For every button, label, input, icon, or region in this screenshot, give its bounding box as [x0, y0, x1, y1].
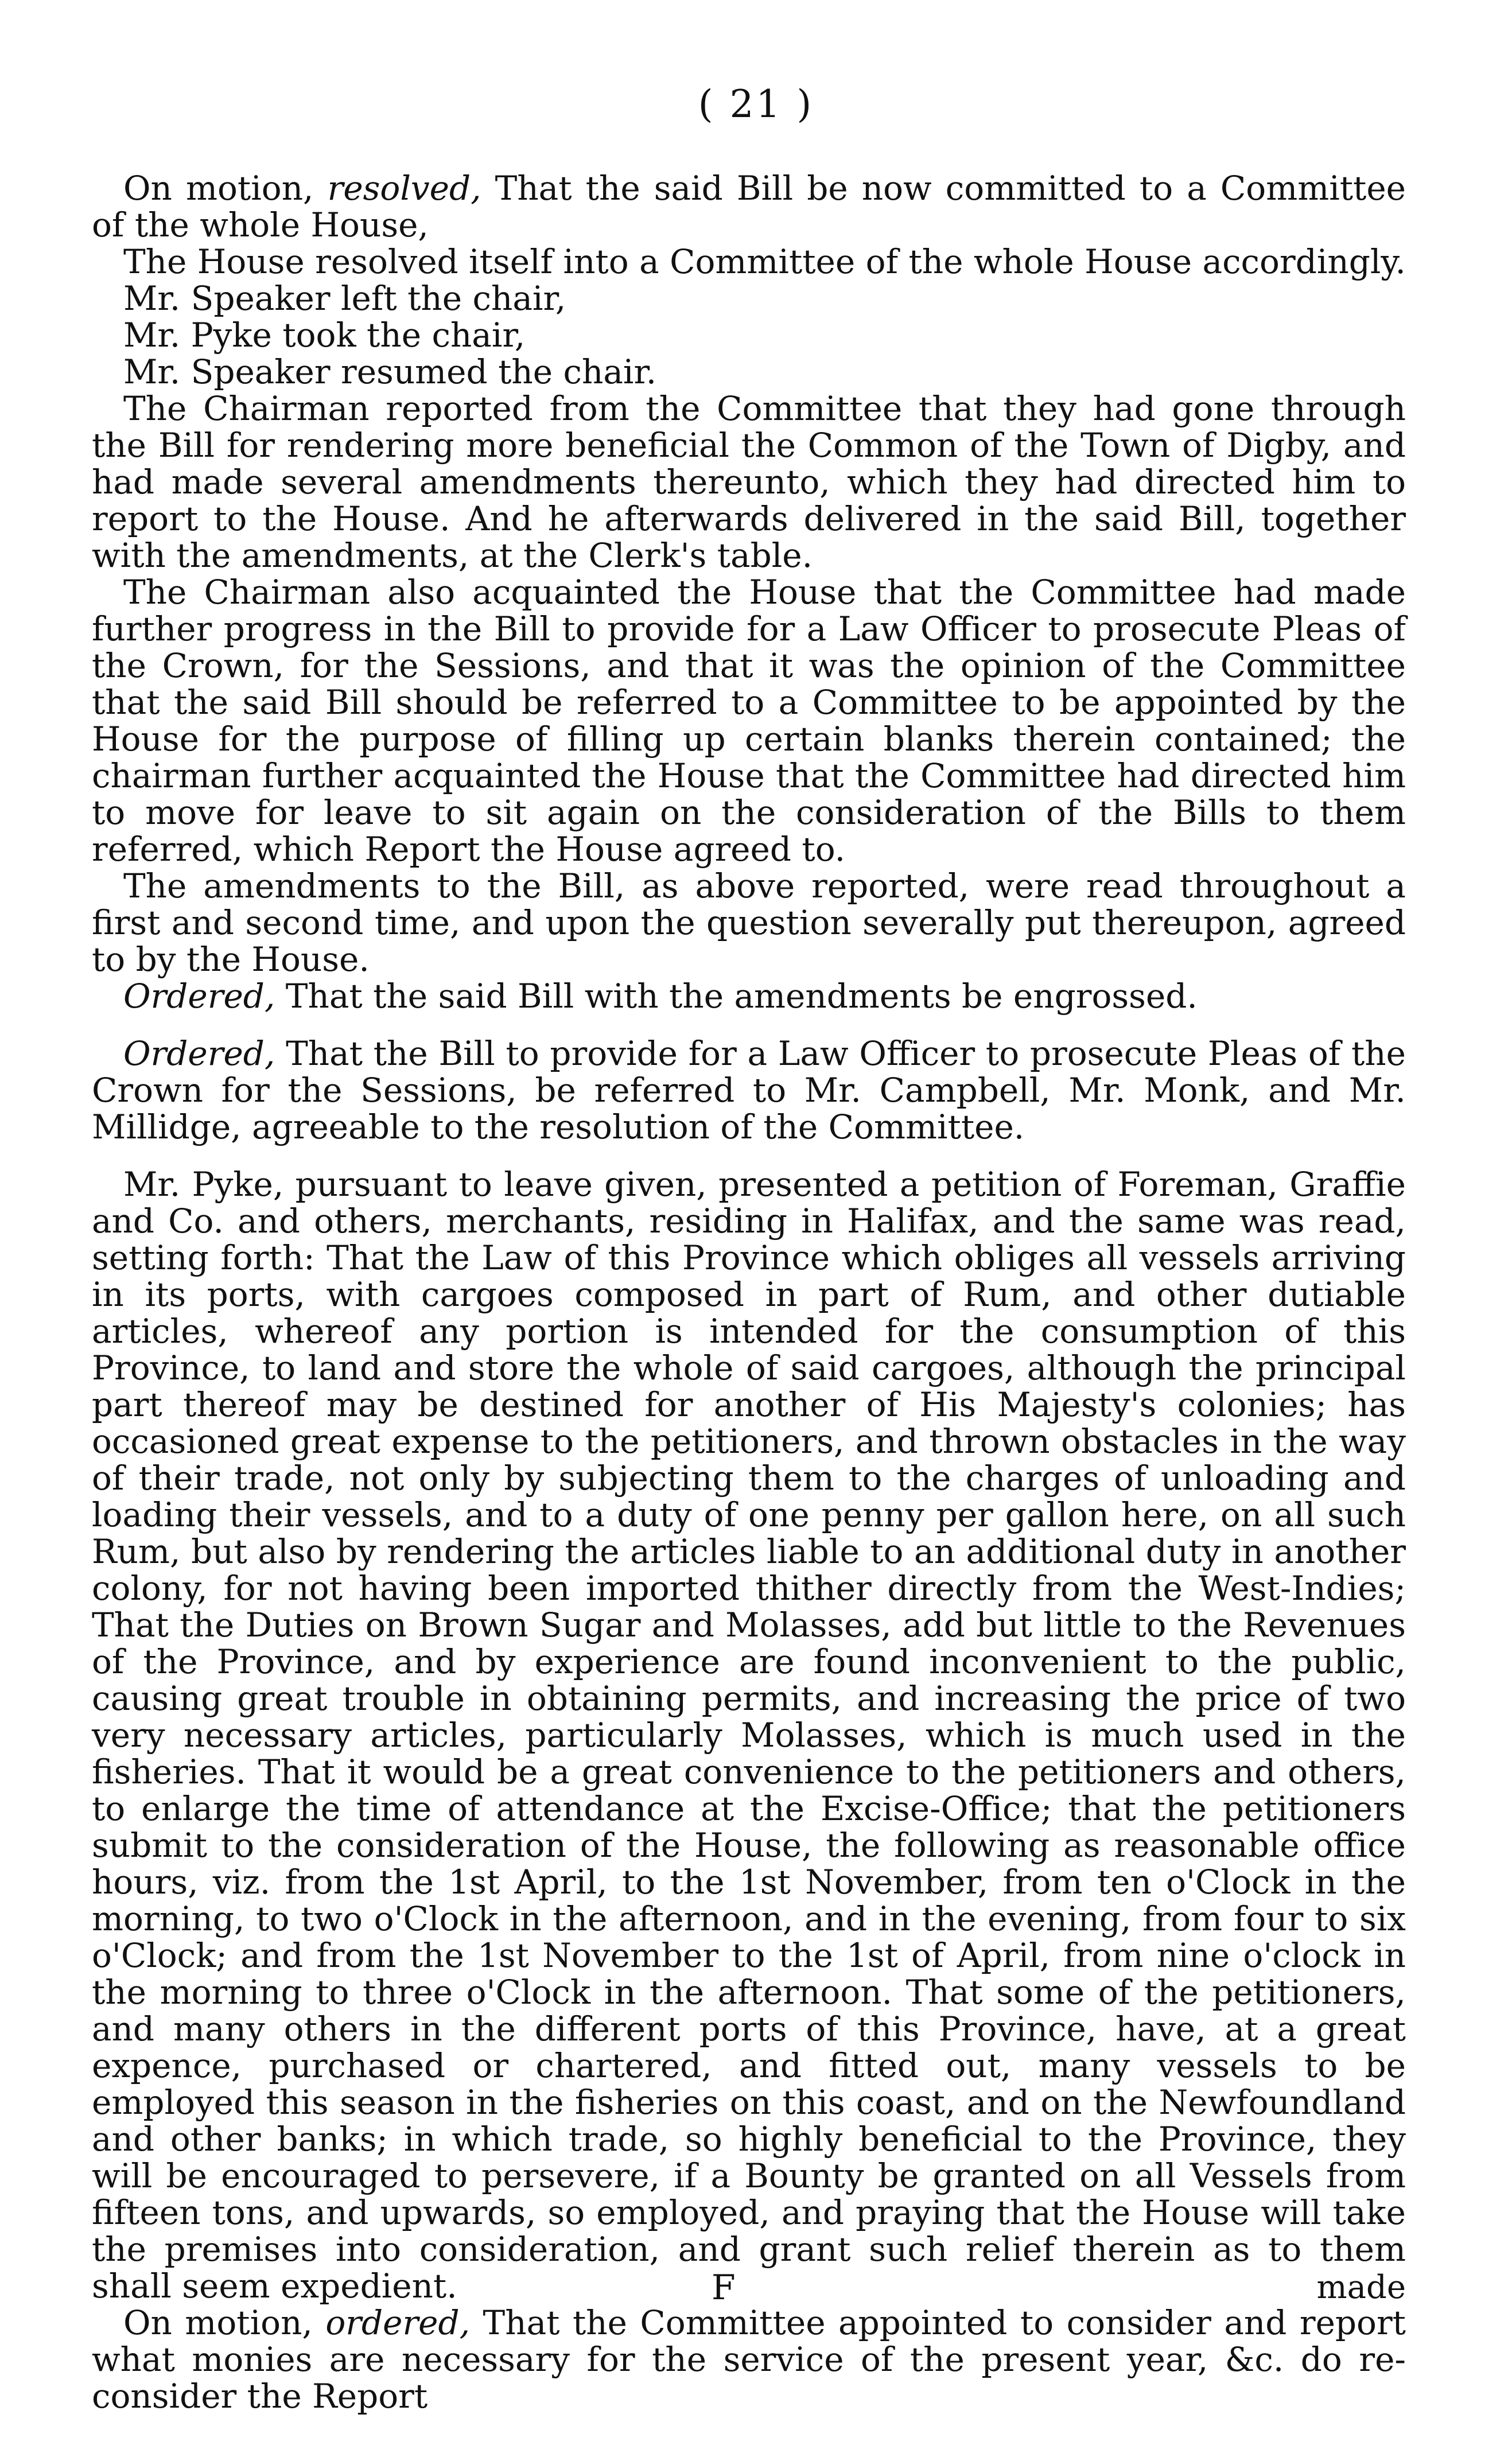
order-text: That the said Bill with the amendments be engrossed. — [275, 977, 1198, 1016]
paragraph-amendments-read: The amendments to the Bill, as above reported, were read throughout a first and second time, and upon the question severally put thereupon, agreed to by the House. — [92, 866, 1406, 979]
motion-text: That the Committee appointed to consider and report what monies are necessary for the service of the present year, &c. do re-consider the Report — [92, 2303, 1406, 2416]
signature-mark: F — [712, 2268, 736, 2308]
motion-lead: On motion, — [123, 2303, 326, 2342]
page-number: ( 21 ) — [698, 82, 814, 126]
paragraph-committal-resolution — [92, 170, 1406, 243]
page-footer — [92, 2269, 1406, 2310]
line-speaker-left: Mr. Speaker left the chair, — [123, 279, 566, 318]
paragraph-law-officer-referral — [92, 1035, 1406, 1145]
resolved-italic: resolved, — [327, 169, 481, 208]
motion-lead: On motion, — [123, 169, 328, 208]
journal-text — [92, 170, 1406, 2415]
motion-text: That the said Bill be now committed to a Committee of the whole House, — [92, 169, 1406, 244]
ordered-italic: Ordered, — [123, 1034, 275, 1073]
ordered-italic: Ordered, — [123, 977, 275, 1016]
paragraph-law-officer-progress: The Chairman also acquainted the House that the Committee had made further progress in the Bill to provide for a Law Officer to prosecute Pleas of the Crown, for the Sessions, and that it was the opinion of the Committee that the said Bill should be referred to a Committee to be appointed by the House for the purpose of filling up certain blanks therein contained; the chairman further acquainted the House that the Committee had directed him to move for leave to sit again on the consideration of the Bills to them referred, which Report the House agreed to. — [92, 573, 1406, 869]
line-house-resolved: The House resolved itself into a Committee of the whole House accordingly. — [123, 242, 1406, 281]
order-text: That the Bill to provide for a Law Officer to prosecute Pleas of the Crown for the Sessions, be referred to Mr. Campbell, Mr. Monk, and Mr. Millidge, agreeable to the resolution of the Committee. — [92, 1034, 1406, 1146]
paragraph-reconsider-report — [92, 2304, 1406, 2415]
line-speaker-resumed: Mr. Speaker resumed the chair. — [123, 352, 657, 391]
paragraph-digby-common-report: The Chairman reported from the Committee that they had gone through the Bill for rendering more beneficial the Common of the Town of Digby, and had made several amendments thereunto, which they had directed him to report to the House. And he afterwards delivered in the said Bill, together with the amendments, at the Clerk's table. — [92, 389, 1406, 575]
paragraph-merchants-petition: Mr. Pyke, pursuant to leave given, presented a petition of Foreman, Graffie and Co. and others, merchants, residing in Halifax, and the same was read, setting forth: That the Law of this Province which obliges all vessels arriving in its ports, with cargoes composed in part of Rum, and other dutiable articles, whereof any portion is intended for the consumption of this Province, to land and store the whole of said cargoes, although the principal part thereof may be destined for another of His Majesty's colonies; has occasioned great expense to the petitioners, and thrown obstacles in the way of their trade, not only by subjecting them to the charges of unloading and loading their vessels, and to a duty of one penny per gallon here, on all such Rum, but also by rendering the articles liable to an additional duty in another colony, for not having been imported thither directly from the West-Indies; That the Duties on Brown Sugar and Molasses, add but little to the Revenues of the Province, and by experience are found inconvenient to the public, causing great trouble in obtaining permits, and increasing the price of two very necessary articles, particularly Molasses, which is much used in the fisheries. That it would be a great convenience to the petitioners and others, to enlarge the time of attendance at the Excise-Office; that the petitioners submit to the consideration of the House, the following as reasonable office hours, viz. from the 1st April, to the 1st November, from ten o'Clock in the morning, to two o'Clock in the afternoon, and in the evening, from four to six o'Clock; and from the 1st November to the 1st of April, from nine o'clock in the morning to three o'Clock in the afternoon. That some of the petitioners, and many others in the different ports of this Province, have, at a great expence, purchased or chartered, and fitted out, many vessels to be employed this season in the fisheries on this coast, and on the Newfoundland and other banks; in which trade, so highly beneficial to the Province, they will be encouraged to persevere, if a Bounty be granted on all Vessels from fifteen tons, and upwards, so employed, and praying that the House will take the premises into consideration, and grant such relief therein as to them shall seem expedient. — [92, 1165, 1406, 2306]
line-pyke-took-chair: Mr. Pyke took the chair, — [123, 316, 526, 355]
paragraph-engrossed-order — [92, 978, 1406, 1014]
ordered-italic: ordered, — [325, 2303, 471, 2342]
catchword: made — [1316, 2269, 1406, 2306]
